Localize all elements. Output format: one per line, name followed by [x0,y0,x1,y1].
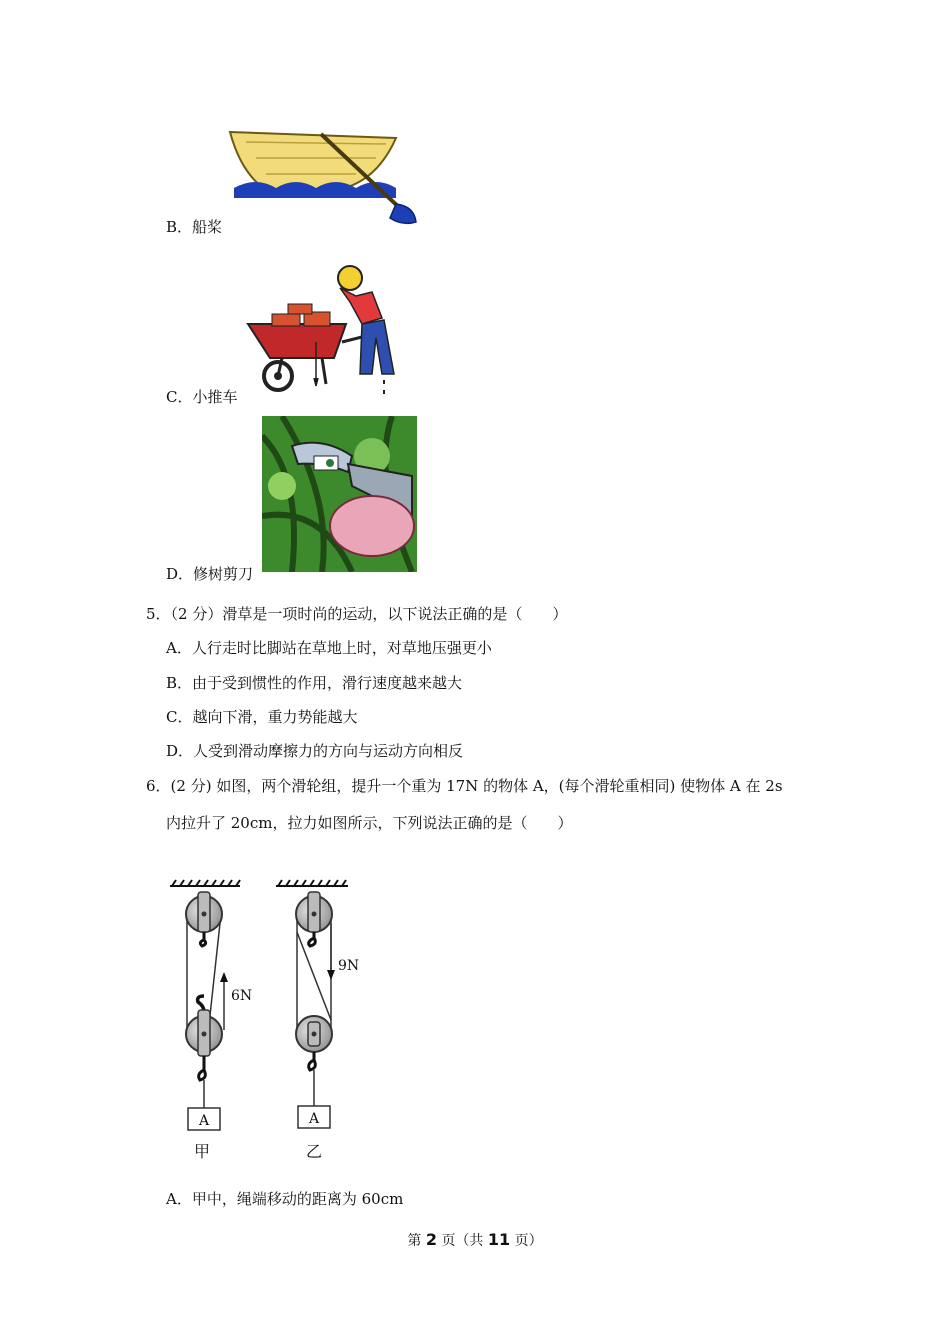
force-label-left: 6N [231,988,253,1004]
footer-prefix: 第 [407,1233,422,1249]
question-6-option-a: A．甲中，绳端移动的距离为 60cm [166,1190,404,1208]
ceiling-left [170,880,240,886]
block-a-right-label: A [308,1111,320,1127]
pulley-systems-diagram [160,870,370,1170]
footer-mid: 页（共 [441,1233,484,1249]
question-5-option-b: B．由于受到惯性的作用，滑行速度越来越大 [166,674,463,692]
footer-suffix: 页） [514,1233,543,1249]
question-5-option-a: A．人行走时比脚站在草地上时，对草地压强更小 [166,639,492,657]
caption-yi: 乙 [305,1142,323,1161]
force-label-right: 9N [338,958,360,974]
question-5-option-d: D．人受到滑动摩擦力的方向与运动方向相反 [166,742,464,760]
option-c-wheelbarrow: C．小推车 [166,388,238,406]
ceiling-right [276,880,348,886]
question-6-stem-line-1: 6．(2 分) 如图，两个滑轮组，提升一个重为 17N 的物体 A，(每个滑轮重相同) 使物体 A 在 2s [146,777,783,795]
pruning-shears-image [262,416,417,572]
caption-jia: 甲 [193,1142,211,1161]
option-d-pruning-shears: D．修树剪刀 [166,565,254,583]
question-6-stem-line-2: 内拉升了 20cm，拉力如图所示，下列说法正确的是（ ） [166,814,573,832]
oar-image [226,128,420,230]
question-5-option-c: C．越向下滑，重力势能越大 [166,708,358,726]
question-5-stem: 5．（2 分）滑草是一项时尚的运动，以下说法正确的是（ ） [146,605,568,623]
option-b-oar: B．船桨 [166,218,223,236]
block-a-left-label: A [198,1113,210,1129]
page-footer [0,1230,950,1250]
wheelbarrow-image [242,262,408,394]
footer-page-number: 2 [425,1230,437,1249]
footer-total-pages: 11 [487,1230,511,1249]
